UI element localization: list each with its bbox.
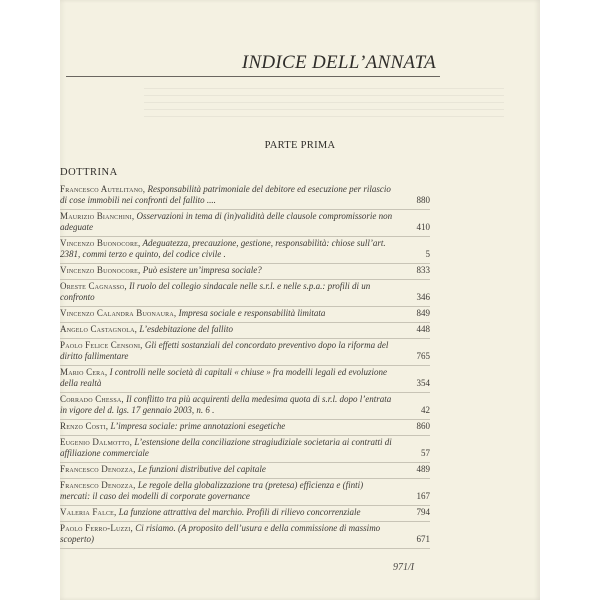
entry-page-number: 57	[421, 448, 430, 458]
index-entry	[60, 184, 430, 210]
index-entry	[60, 211, 430, 237]
entry-page-number: 489	[416, 464, 430, 474]
entry-page-number: 167	[416, 491, 430, 501]
entry-page-number: 880	[416, 195, 430, 205]
entry-title: Può esistere un’impresa sociale?	[140, 265, 262, 275]
entry-title: Adeguatezza, precauzione, gestione, responsabilità: chiose sull’art. 2381, commi terzo e quinto, del codice civile .	[60, 238, 386, 259]
entry-title: I controlli nelle società di capitali « chiuse » fra modelli legali ed evoluzione della realtà	[60, 367, 387, 388]
entry-page-number: 448	[416, 324, 430, 334]
entry-page-number: 849	[416, 308, 430, 318]
index-entry	[60, 464, 430, 479]
index-entry	[60, 507, 430, 522]
entry-page-number: 671	[416, 534, 430, 544]
index-entry	[60, 437, 430, 463]
index-entry	[60, 265, 430, 280]
entry-author: Francesco Denozza,	[60, 480, 136, 490]
index-entry	[60, 523, 430, 549]
entry-page-number: 5	[425, 249, 430, 259]
entry-page-number: 354	[416, 378, 430, 388]
entry-author: Vincenzo Buonocore,	[60, 265, 141, 275]
entry-title: Le regole della globalizzazione tra (pretesa) efficienza e (finti) mercati: il caso dei modelli di corporate governance	[60, 480, 364, 501]
entry-page-number: 410	[416, 222, 430, 232]
index-entry	[60, 324, 430, 339]
entry-author: Renzo Costi,	[60, 421, 109, 431]
entry-author: Francesco Denozza,	[60, 464, 136, 474]
entry-author: Paolo Ferro-Luzzi,	[60, 523, 133, 533]
page-footer-number: 971/I	[393, 562, 415, 573]
entry-author: Vincenzo Calandra Buonaura,	[60, 308, 177, 318]
entry-page-number: 42	[421, 405, 430, 415]
entry-title: Impresa sociale e responsabilità limitata	[176, 308, 326, 318]
entry-page-number: 765	[416, 351, 430, 361]
part-heading: PARTE PRIMA	[264, 140, 336, 151]
entry-author: Vincenzo Buonocore,	[60, 238, 141, 248]
entry-title: Osservazioni in tema di (in)validità delle clausole compromissorie non adeguate	[60, 211, 393, 232]
entry-title: Le funzioni distributive del capitale	[135, 464, 266, 474]
entry-author: Corrado Chessa,	[60, 394, 124, 404]
entry-author: Eugenio Dalmotto,	[60, 437, 133, 447]
entry-page-number: 346	[416, 292, 430, 302]
entry-title: La funzione attrattiva del marchio. Profili di rilievo concorrenziale	[116, 507, 361, 517]
index-entry	[60, 308, 430, 323]
index-entry	[60, 421, 430, 436]
index-entry	[60, 394, 430, 420]
bleed-through-texture	[144, 88, 504, 118]
index-entry	[60, 340, 430, 366]
entry-title: Gli effetti sostanziali del concordato preventivo dopo la riforma del diritto fallimentare	[60, 340, 389, 361]
entry-author: Mario Cera,	[60, 367, 108, 377]
entry-title: Il conflitto tra più acquirenti della medesima quota di s.r.l. dopo l’entrata in vigore del d. lgs. 17 gennaio 2003, n. 6 .	[60, 394, 392, 415]
section-heading: DOTTRINA	[60, 167, 118, 178]
entry-page-number: 833	[416, 265, 430, 275]
index-entry	[60, 238, 430, 264]
index-entry	[60, 480, 430, 506]
running-header	[66, 48, 440, 77]
page-title: INDICE DELL’ANNATA	[241, 52, 436, 73]
entry-title: L’estensione della conciliazione stragiudiziale societaria ai contratti di affiliazione commerciale	[60, 437, 392, 458]
entry-author: Valeria Falce,	[60, 507, 117, 517]
entry-author: Paolo Felice Censoni,	[60, 340, 143, 350]
entry-page-number: 860	[416, 421, 430, 431]
entry-author: Angelo Castagnola,	[60, 324, 138, 334]
entry-title: Il ruolo del collegio sindacale nelle s.r.l. e nelle s.p.a.: profili di un confronto	[60, 281, 371, 302]
entry-title: L’esdebitazione del fallito	[137, 324, 234, 334]
entry-title: Responsabilità patrimoniale del debitore ed esecuzione per rilascio di cose immobili nei confronti del fallito ....	[60, 184, 391, 205]
entry-author: Maurizio Bianchini,	[60, 211, 135, 221]
entry-title: Ci risiamo. (A proposito dell’usura e della commissione di massimo scoperto)	[60, 523, 381, 544]
index-entry	[60, 281, 430, 307]
entry-author: Francesco Autelitano,	[60, 184, 146, 194]
entry-page-number: 794	[416, 507, 430, 517]
entry-title: L’impresa sociale: prime annotazioni esegetiche	[108, 421, 286, 431]
index-entry	[60, 367, 430, 393]
entry-author: Oreste Cagnasso,	[60, 281, 127, 291]
index-list	[60, 184, 430, 550]
